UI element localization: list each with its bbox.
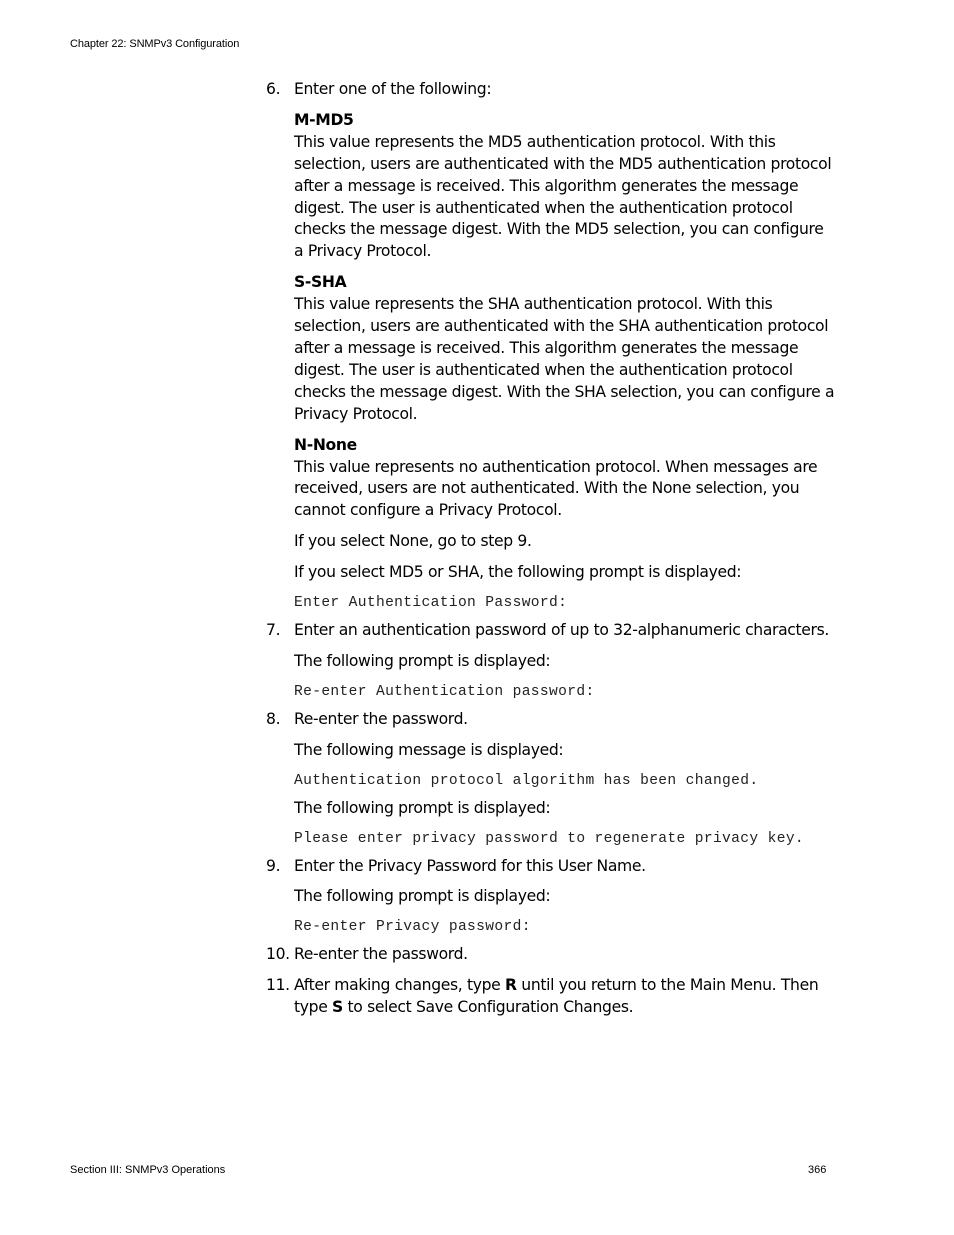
step-text: Enter the Privacy Password for this User Name.: [294, 856, 646, 875]
code-prompt: Re-enter Authentication password:: [294, 683, 595, 700]
note-text: If you select None, go to step 9.: [294, 532, 532, 551]
option-description-md5: This value represents the MD5 authentication protocol. With this selection, users are authenticated with the MD5 authentication protocol after a message is received. This algorithm generates the message digest. The user is authenticated when the authentication protocol checks the message digest. With the MD5 selection, you can configure a Privacy Protocol.: [294, 132, 832, 261]
step-number: 10.: [266, 945, 290, 964]
step-11: [266, 975, 836, 1019]
step-number: 7.: [266, 621, 281, 640]
step-number: 8.: [266, 709, 281, 728]
note-text: The following prompt is displayed:: [294, 887, 551, 906]
step-8: [266, 709, 836, 848]
step-text-part: After making changes, type: [294, 976, 506, 995]
key-r: R: [505, 976, 517, 995]
step-6: [266, 79, 836, 612]
footer-section: Section III: SNMPv3 Operations: [70, 1164, 226, 1176]
option-description-none: This value represents no authentication protocol. When messages are received, users are not authenticated. With the None selection, you cannot configure a Privacy Protocol.: [294, 457, 818, 520]
step-7: [266, 620, 836, 701]
code-message: Authentication protocol algorithm has been changed.: [294, 772, 759, 789]
page-number: 366: [808, 1164, 827, 1176]
step-number: 11.: [266, 976, 290, 995]
code-prompt: Enter Authentication Password:: [294, 595, 568, 612]
option-term-md5: M-MD5: [294, 110, 354, 129]
step-text-part: to select Save Configuration Changes.: [342, 998, 634, 1017]
step-text: Re-enter the password.: [294, 709, 468, 728]
note-text: If you select MD5 or SHA, the following prompt is displayed:: [294, 563, 742, 582]
step-number: 6.: [266, 80, 281, 98]
key-s: S: [332, 998, 343, 1017]
code-prompt: Re-enter Privacy password:: [294, 919, 531, 936]
option-description-sha: This value represents the SHA authentication protocol. With this selection, users are authenticated with the SHA authentication protocol after a message is received. This algorithm generates the message digest. The user is authenticated when the authentication protocol checks the message digest. With the SHA selection, you can configure a Privacy Protocol.: [294, 295, 835, 423]
step-number: 9.: [266, 856, 281, 875]
step-9: [266, 856, 836, 937]
step-text: Enter one of the following:: [294, 80, 492, 98]
option-term-sha: S-SHA: [294, 273, 347, 292]
step-text: Enter an authentication password of up to 32-alphanumeric characters.: [294, 621, 829, 640]
running-header: Chapter 22: SNMPv3 Configuration: [70, 38, 240, 50]
option-term-none: N-None: [294, 435, 357, 454]
note-text: The following prompt is displayed:: [294, 651, 551, 670]
step-text-part: until you return to the Main Menu. Then type: [294, 976, 819, 1017]
note-text: The following prompt is displayed:: [294, 798, 551, 817]
step-text: [294, 975, 836, 1019]
document-body: [266, 79, 836, 1019]
note-text: The following message is displayed:: [294, 740, 564, 759]
step-10: [266, 944, 836, 966]
step-text: Re-enter the password.: [294, 945, 468, 964]
code-prompt: Please enter privacy password to regenerate privacy key.: [294, 830, 805, 847]
